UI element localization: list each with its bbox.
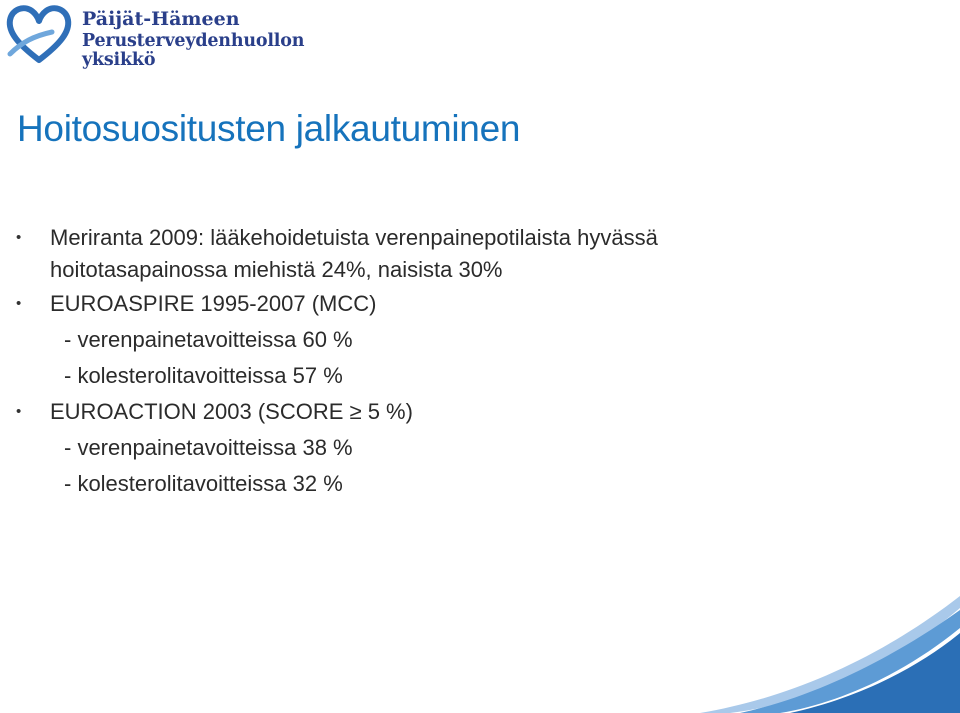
bullet-marker: • [16, 403, 22, 420]
sub-item [0, 466, 900, 502]
bullet-text: EUROASPIRE 1995-2007 (MCC) [50, 291, 377, 316]
sub-item [0, 322, 900, 358]
heart-ribbon-icon [4, 2, 74, 66]
blue-swoosh-graphic [700, 588, 960, 713]
sub-item-text: - kolesterolitavoitteissa 57 % [64, 363, 343, 388]
sub-item [0, 358, 900, 394]
bullet-continuation [0, 254, 900, 286]
bullet-text: Meriranta 2009: lääkehoidetuista verenpainepotilaista hyvässä [50, 225, 658, 250]
sub-item-text: - kolesterolitavoitteissa 32 % [64, 471, 343, 496]
sub-item-text: - verenpainetavoitteissa 38 % [64, 435, 353, 460]
sub-item [0, 430, 900, 466]
bullet-text: EUROACTION 2003 (SCORE ≥ 5 %) [50, 399, 413, 424]
bullet-marker: • [16, 295, 22, 312]
bullet-text: hoitotasapainossa miehistä 24%, naisista 30% [50, 257, 503, 282]
slide-title: Hoitosuositusten jalkautuminen [17, 108, 521, 149]
sub-item-text: - verenpainetavoitteissa 60 % [64, 327, 353, 352]
organization-logo [4, 2, 364, 71]
bullet-item [0, 394, 900, 430]
logo-text [82, 9, 364, 70]
slide-content [0, 222, 900, 502]
logo-unit-name: Perusterveydenhuollon yksikkö [82, 30, 305, 71]
logo-organization-name: Päijät-Hämeen [82, 8, 240, 30]
bullet-item [0, 286, 900, 322]
bullet-item [0, 222, 900, 254]
bullet-marker: • [16, 229, 22, 246]
